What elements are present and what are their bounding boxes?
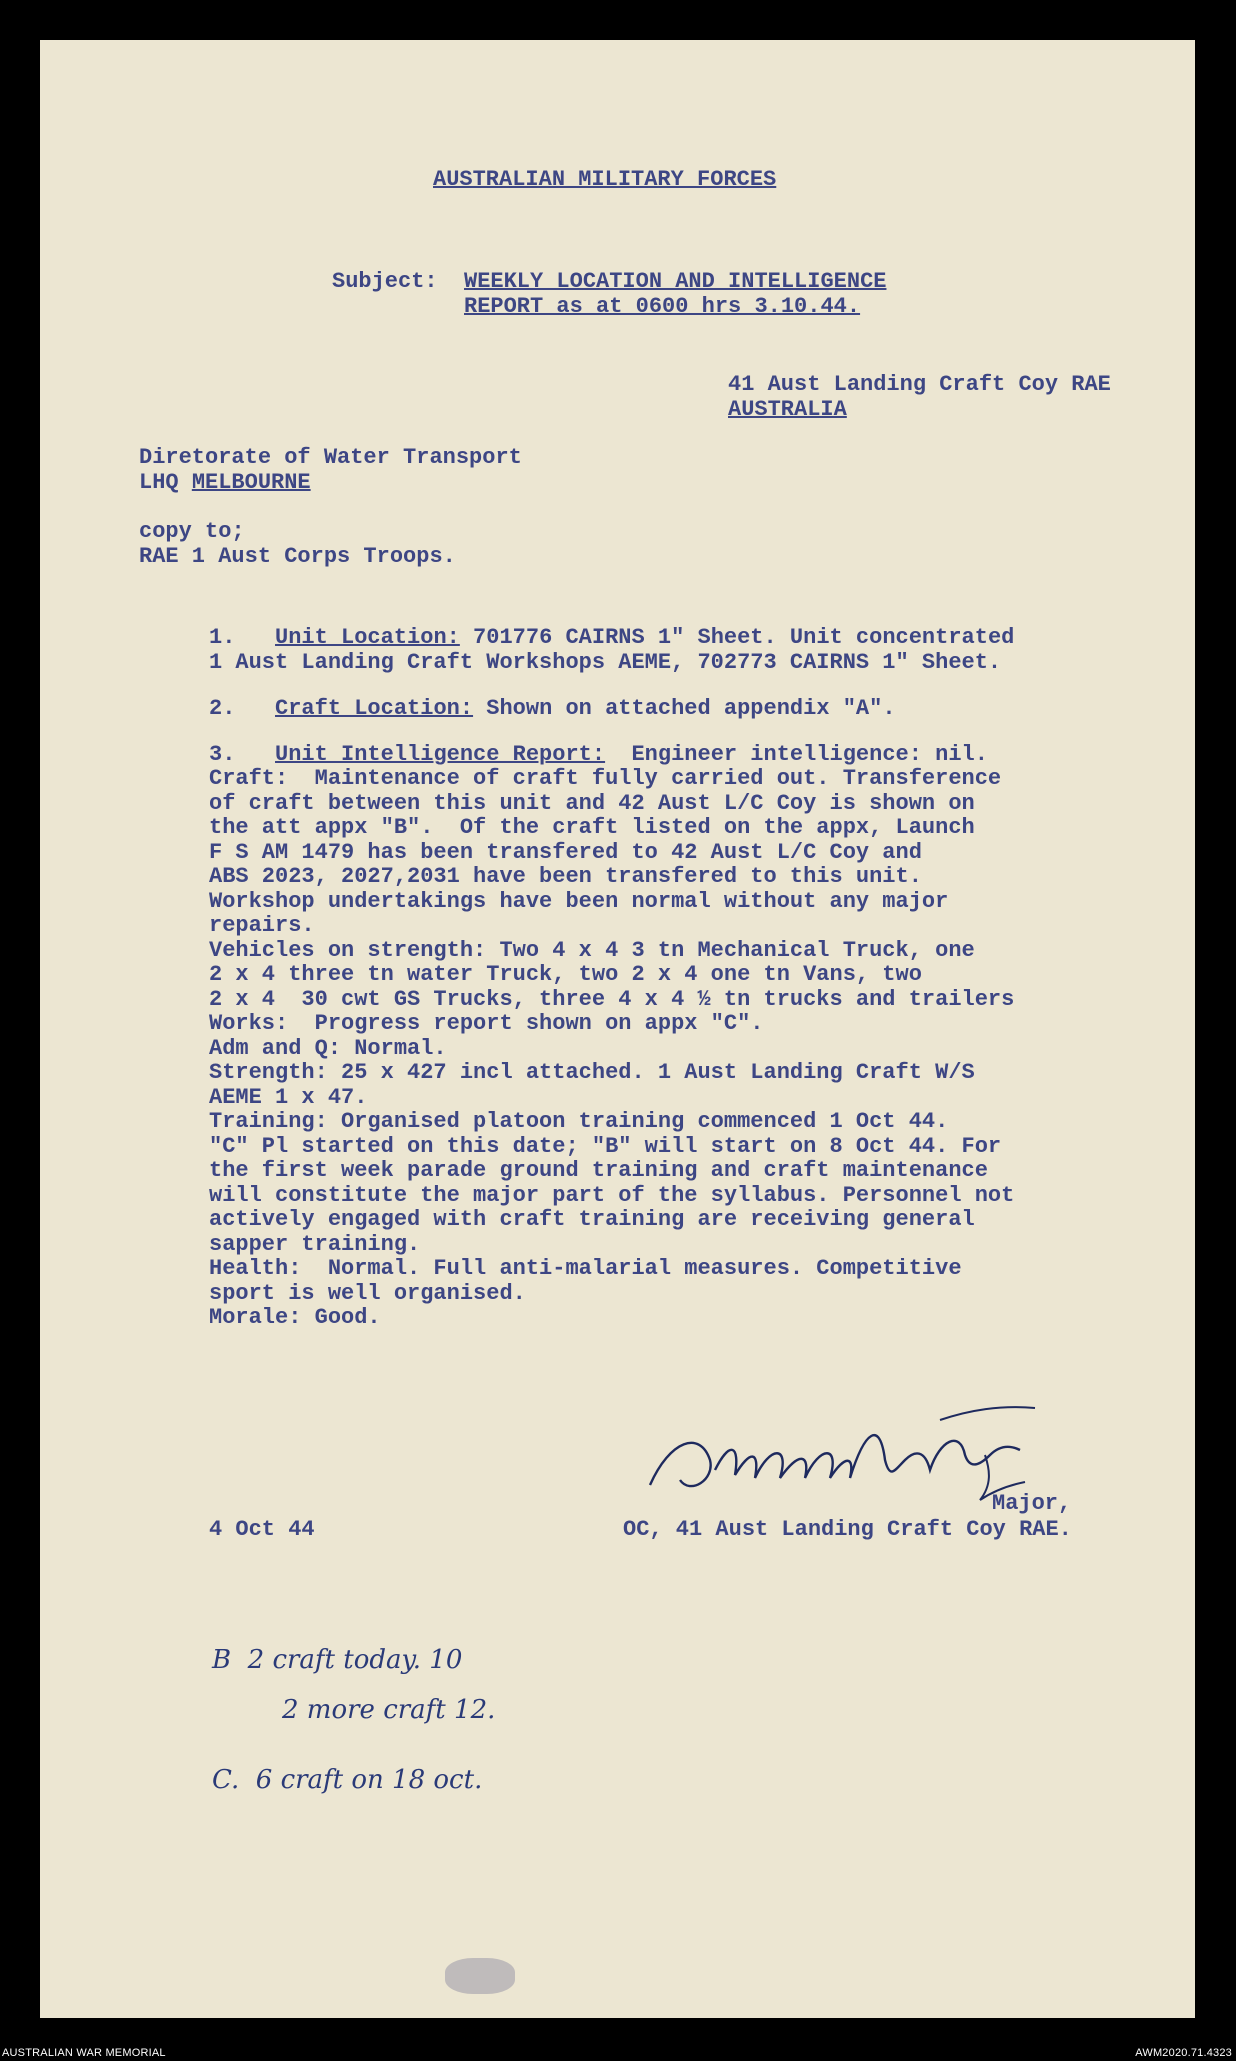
body-line: the att appx "B". Of the craft listed on the appx, Launch [209,815,975,840]
body-line: sport is well organised. [209,1280,526,1306]
body-line: repairs. [209,913,315,938]
addressee-line-1: Diretorate of Water Transport [139,445,522,470]
item-3-text: Engineer intelligence: nil. [605,742,988,767]
body-line: Training: Organised platoon training commenced 1 Oct 44. [209,1109,949,1134]
document-page [40,40,1195,2018]
copy-recipient: RAE 1 Aust Corps Troops. [139,544,456,569]
addressee-prefix: LHQ [139,470,192,495]
footer-left: AUSTRALIAN WAR MEMORIAL [2,2047,166,2059]
addressee-city: MELBOURNE [191,470,311,495]
body-line: AEME 1 x 47. [209,1084,368,1110]
item-1-line-2: 1 Aust Landing Craft Workshops AEME, 702773 CAIRNS 1" Sheet. [209,650,1002,675]
rank-label: Major, [992,1491,1072,1516]
body-line: Morale: Good. [209,1305,381,1330]
subject-line-1: WEEKLY LOCATION AND INTELLIGENCE [464,269,887,294]
item-3-number: 3. [209,742,236,767]
signatory-title: OC, 41 Aust Landing Craft Coy RAE. [623,1517,1072,1542]
item-2-heading: Craft Location: [275,696,474,721]
body-line: will constitute the major part of the syllabus. Personnel not [209,1182,1015,1208]
body-line: 2 x 4 three tn water Truck, two 2 x 4 one tn Vans, two [209,962,922,987]
item-1-heading: Unit Location: [275,625,460,650]
handwritten-note-3: C. 6 craft on 18 oct. [212,1765,483,1795]
body-line: F S AM 1479 has been transfered to 42 Aust L/C Coy and [209,839,922,865]
item-3-heading: Unit Intelligence Report: [275,742,606,767]
handwritten-note-1: B 2 craft today. 10 [212,1645,463,1675]
item-1-text: 701776 CAIRNS 1" Sheet. Unit concentrated [459,625,1015,650]
body-line: ABS 2023, 2027,2031 have been transfered to this unit. [209,864,922,889]
subject-label: Subject: [332,269,438,294]
body-line: 2 x 4 30 cwt GS Trucks, three 4 x 4 ½ tn trucks and trailers [209,986,1015,1012]
body-line: Health: Normal. Full anti-malarial measures. Competitive [209,1256,962,1281]
item-2-number: 2. [209,696,236,721]
footer-right: AWM2020.71.4323 [1135,2047,1232,2059]
item-3-body [209,767,1014,1331]
ink-smudge [445,1958,515,1994]
body-line: Adm and Q: Normal. [209,1035,447,1061]
item-2-line [209,697,896,722]
body-line: of craft between this unit and 42 Aust L/C Coy is shown on [209,790,975,816]
body-line: actively engaged with craft training are receiving general [209,1207,975,1232]
body-line: "C" Pl started on this date; "B" will start on 8 Oct 44. For [209,1133,1002,1159]
item-1-line-1 [209,626,1014,651]
item-3-line [209,743,988,768]
signature-date: 4 Oct 44 [209,1517,315,1542]
addressee-line-2 [139,471,311,496]
item-1-number: 1. [209,625,236,650]
body-line: Works: Progress report shown on appx "C". [209,1011,764,1036]
copy-label: copy to; [139,519,245,544]
body-line: sapper training. [209,1231,421,1257]
subject-line-2: REPORT as at 0600 hrs 3.10.44. [464,294,861,319]
item-2-text: Shown on attached appendix "A". [473,696,896,721]
handwritten-note-2: 2 more craft 12. [282,1695,496,1725]
body-line: Workshop undertakings have been normal without any major [209,888,949,914]
body-line: Craft: Maintenance of craft fully carried out. Transference [209,766,1002,791]
body-line: the first week parade ground training and craft maintenance [209,1158,988,1183]
sender-unit: 41 Aust Landing Craft Coy RAE [728,372,1111,397]
sender-country: AUSTRALIA [728,397,847,422]
body-line: Strength: 25 x 427 incl attached. 1 Aust Landing Craft W/S [209,1060,975,1085]
body-line: Vehicles on strength: Two 4 x 4 3 tn Mechanical Truck, one [209,937,975,963]
forces-title: AUSTRALIAN MILITARY FORCES [433,167,777,192]
